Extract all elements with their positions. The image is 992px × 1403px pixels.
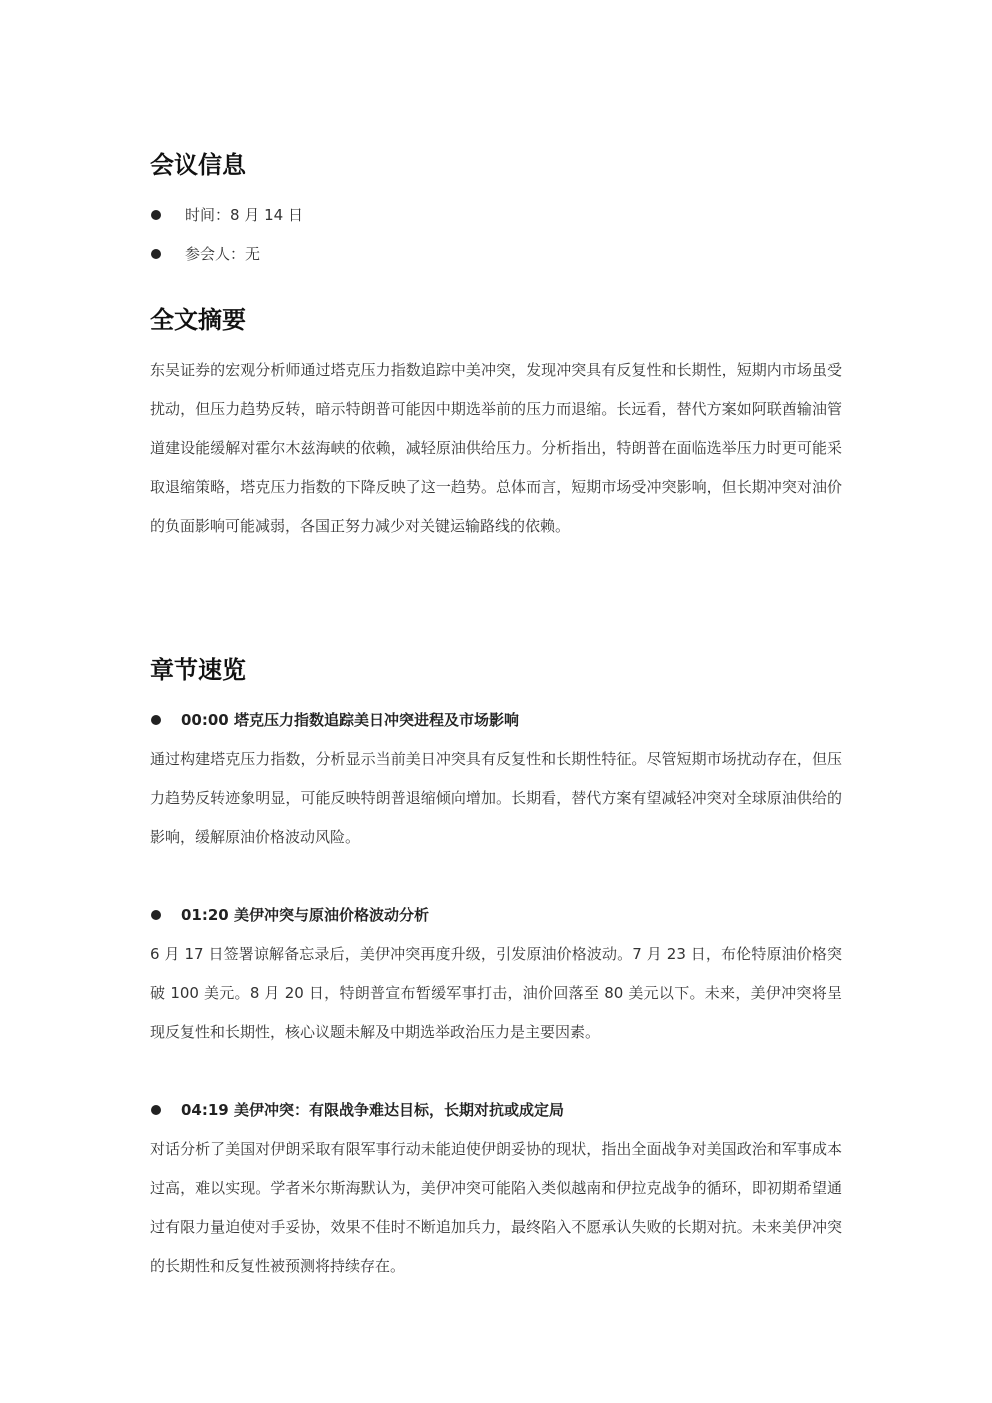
summary-text: 东吴证券的宏观分析师通过塔克压力指数追踪中美冲突，发现冲突具有反复性和长期性，短期内市场虽受扰动，但压力趋势反转，暗示特朗普可能因中期选举前的压力而退缩。长远看，替代方案如阿联酋输油管道建设能缓解对霍尔木兹海峡的依赖，减轻原油供给压力。分析指出，特朗普在面临选举压力时更可能采取退缩策略，塔克压力指数的下降反映了这一趋势。总体而言，短期市场受冲突影响，但长期冲突对油价的负面影响可能减弱，各国正努力减少对关键运输路线的依赖。 — [150, 361, 842, 535]
bullet-icon — [151, 1105, 161, 1115]
attendees-label: 参会人： — [185, 245, 246, 263]
chapter-title-row — [150, 903, 842, 927]
summary-heading: 全文摘要 — [150, 306, 246, 334]
chapter-title-row — [150, 708, 842, 732]
bullet-icon — [151, 910, 161, 920]
meeting-time-text — [185, 203, 303, 227]
chapter-text: 对话分析了美国对伊朗采取有限军事行动未能迫使伊朗妥协的现状，指出全面战争对美国政治和军事成本过高，难以实现。学者米尔斯海默认为，美伊冲突可能陷入类似越南和伊拉克战争的循环，即初期希望通过有限力量迫使对手妥协，效果不佳时不断追加兵力，最终陷入不愿承认失败的长期对抗。未来美伊冲突的长期性和反复性被预测将持续存在。 — [150, 1140, 842, 1275]
chapter-title: 01:20 美伊冲突与原油价格波动分析 — [181, 906, 429, 924]
meeting-time-item — [150, 203, 842, 227]
chapter-title: 04:19 美伊冲突：有限战争难达目标，长期对抗或成定局 — [181, 1101, 564, 1119]
time-value: 8 月 14 日 — [230, 206, 303, 224]
chapter-text: 6 月 17 日签署谅解备忘录后，美伊冲突再度升级，引发原油价格波动。7 月 23 日，布伦特原油价格突破 100 美元。8 月 20 日，特朗普宣布暂缓军事打击，油价回落至 80 美元以下。未来，美伊冲突将呈现反复性和长期性，核心议题未解及中期选举政治压力是主要因素。 — [150, 945, 842, 1041]
meeting-attendees-text — [185, 242, 260, 266]
bullet-icon — [151, 715, 161, 725]
bullet-icon — [151, 249, 161, 259]
chapter-title-row — [150, 1098, 842, 1122]
meeting-info-heading: 会议信息 — [150, 151, 246, 179]
chapters-heading: 章节速览 — [150, 656, 246, 684]
time-label: 时间： — [185, 206, 231, 224]
attendees-value: 无 — [245, 245, 261, 263]
meeting-attendees-item — [150, 242, 842, 266]
bullet-icon — [151, 210, 161, 220]
chapter-title: 00:00 塔克压力指数追踪美日冲突进程及市场影响 — [181, 711, 519, 729]
chapter-text: 通过构建塔克压力指数，分析显示当前美日冲突具有反复性和长期性特征。尽管短期市场扰动存在，但压力趋势反转迹象明显，可能反映特朗普退缩倾向增加。长期看，替代方案有望减轻冲突对全球原油供给的影响，缓解原油价格波动风险。 — [150, 750, 842, 846]
